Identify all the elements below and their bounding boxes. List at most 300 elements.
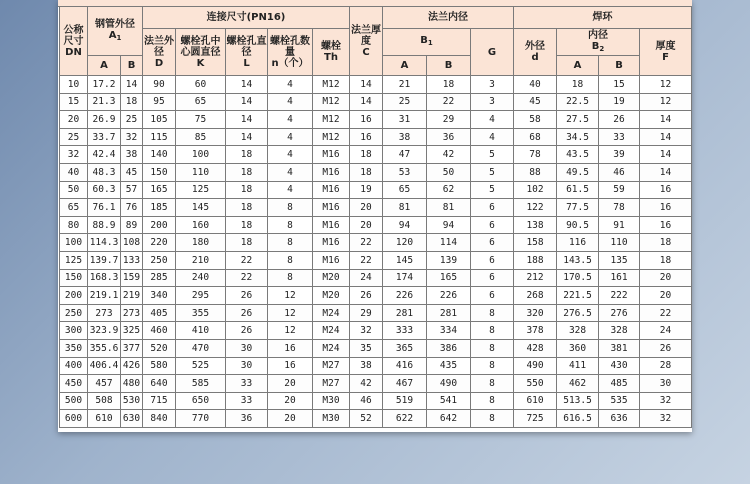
table-cell: 46 — [599, 163, 640, 181]
table-cell: 65 — [383, 181, 427, 199]
table-cell: 29 — [427, 111, 471, 129]
table-cell: 406.4 — [88, 357, 121, 375]
table-cell: M24 — [313, 339, 350, 357]
table-cell: 4 — [268, 146, 313, 164]
header-flange-id-sym: $B_1$ — [383, 29, 471, 56]
table-cell: 42 — [427, 146, 471, 164]
table-cell: 240 — [176, 269, 226, 287]
table-cell: 200 — [143, 216, 176, 234]
table-cell: 4 — [268, 181, 313, 199]
table-cell: 334 — [427, 322, 471, 340]
table-cell: M24 — [313, 322, 350, 340]
header-ring-od: 外径 d — [514, 29, 557, 76]
table-cell: 210 — [176, 251, 226, 269]
table-cell: 6 — [471, 287, 514, 305]
header-flange-id: 法兰内径 — [383, 7, 514, 29]
table-cell: 18 — [226, 181, 268, 199]
table-cell: 22 — [226, 269, 268, 287]
table-cell: 4 — [268, 111, 313, 129]
spec-sheet — [58, 0, 692, 432]
table-cell: 185 — [143, 199, 176, 217]
table-cell: 222 — [599, 287, 640, 305]
table-cell: 580 — [143, 357, 176, 375]
table-cell: 22 — [226, 251, 268, 269]
table-cell: 14 — [226, 76, 268, 94]
table-cell: 14 — [640, 146, 692, 164]
table-cell: 20 — [268, 410, 313, 428]
table-cell: 219 — [121, 287, 143, 305]
table-cell: 18 — [226, 216, 268, 234]
table-cell: 530 — [121, 392, 143, 410]
table-cell: 360 — [557, 339, 599, 357]
table-cell: 725 — [514, 410, 557, 428]
table-cell: 840 — [143, 410, 176, 428]
table-cell: M24 — [313, 304, 350, 322]
table-cell: 426 — [121, 357, 143, 375]
table-cell: 30 — [226, 339, 268, 357]
table-cell: 14 — [121, 76, 143, 94]
table-cell: 5 — [471, 181, 514, 199]
table-cell: 16 — [268, 339, 313, 357]
table-cell: 42.4 — [88, 146, 121, 164]
table-cell: 18 — [557, 76, 599, 94]
table-cell: 226 — [427, 287, 471, 305]
table-cell: 8 — [268, 234, 313, 252]
table-cell: 16 — [268, 357, 313, 375]
header-bolt-circle: 螺栓孔中心圆直径 K — [176, 29, 226, 76]
header-bolt-count: 螺栓孔数量 n（个） — [268, 29, 313, 76]
table-cell: 8 — [471, 339, 514, 357]
table-cell: 4 — [268, 93, 313, 111]
table-cell: 10 — [60, 76, 88, 94]
table-cell: 20 — [350, 199, 383, 217]
table-cell: 110 — [176, 163, 226, 181]
table-cell: M16 — [313, 163, 350, 181]
table-cell: 174 — [383, 269, 427, 287]
table-cell: 53 — [383, 163, 427, 181]
table-cell: 45 — [514, 93, 557, 111]
table-cell: 20 — [640, 269, 692, 287]
table-cell: M16 — [313, 199, 350, 217]
table-cell: 18 — [226, 199, 268, 217]
table-cell: M27 — [313, 375, 350, 393]
header-pipe-b: B — [121, 56, 143, 76]
table-cell: 31 — [383, 111, 427, 129]
table-cell: 4 — [471, 111, 514, 129]
table-cell: 16 — [640, 181, 692, 199]
table-cell: 16 — [350, 128, 383, 146]
table-cell: 8 — [268, 251, 313, 269]
table-cell: 250 — [143, 251, 176, 269]
table-cell: 18 — [350, 163, 383, 181]
table-cell: 411 — [557, 357, 599, 375]
flange-dimension-table — [59, 6, 692, 428]
table-cell: 76 — [121, 199, 143, 217]
table-cell: 100 — [60, 234, 88, 252]
table-cell: 25 — [60, 128, 88, 146]
table-cell: 58 — [514, 111, 557, 129]
header-ring-id-b: B — [599, 56, 640, 76]
table-cell: 114 — [427, 234, 471, 252]
table-cell: M12 — [313, 93, 350, 111]
table-cell: 14 — [226, 128, 268, 146]
table-cell: M20 — [313, 269, 350, 287]
table-cell: 770 — [176, 410, 226, 428]
table-cell: 102 — [514, 181, 557, 199]
table-cell: 480 — [121, 375, 143, 393]
table-cell: 125 — [60, 251, 88, 269]
table-cell: 18 — [640, 234, 692, 252]
table-cell: 19 — [350, 181, 383, 199]
table-cell: 57 — [121, 181, 143, 199]
table-cell: 8 — [268, 269, 313, 287]
table-cell: 3 — [471, 76, 514, 94]
table-cell: 378 — [514, 322, 557, 340]
table-cell: 320 — [514, 304, 557, 322]
table-cell: M16 — [313, 146, 350, 164]
table-cell: 20 — [640, 287, 692, 305]
table-row — [60, 181, 692, 199]
table-cell: 89 — [121, 216, 143, 234]
table-cell: 20 — [60, 111, 88, 129]
table-cell: 42 — [350, 375, 383, 393]
table-cell: 450 — [60, 375, 88, 393]
table-cell: 94 — [427, 216, 471, 234]
table-cell: 3 — [471, 93, 514, 111]
table-cell: M16 — [313, 216, 350, 234]
table-cell: 60 — [176, 76, 226, 94]
table-cell: 65 — [60, 199, 88, 217]
table-cell: 14 — [226, 111, 268, 129]
table-cell: 161 — [599, 269, 640, 287]
table-cell: 49.5 — [557, 163, 599, 181]
header-ring-id: 内径 $B_2$ — [557, 29, 640, 56]
table-cell: 36 — [427, 128, 471, 146]
table-cell: 26 — [599, 111, 640, 129]
table-cell: 50 — [427, 163, 471, 181]
table-cell: 8 — [268, 199, 313, 217]
table-cell: 105 — [143, 111, 176, 129]
table-cell: 8 — [471, 304, 514, 322]
table-cell: 273 — [121, 304, 143, 322]
table-cell: 76.1 — [88, 199, 121, 217]
table-cell: 32 — [350, 322, 383, 340]
table-cell: 24 — [640, 322, 692, 340]
table-cell: 16 — [640, 199, 692, 217]
table-cell: 32 — [60, 146, 88, 164]
table-cell: 457 — [88, 375, 121, 393]
table-row — [60, 76, 692, 94]
table-cell: 32 — [640, 392, 692, 410]
table-cell: 6 — [471, 234, 514, 252]
header-flange-id-a: A — [383, 56, 427, 76]
table-cell: 20 — [268, 392, 313, 410]
table-cell: 48.3 — [88, 163, 121, 181]
table-cell: 139.7 — [88, 251, 121, 269]
table-cell: 4 — [268, 128, 313, 146]
table-cell: 8 — [471, 375, 514, 393]
table-cell: 33 — [226, 392, 268, 410]
table-cell: 14 — [640, 128, 692, 146]
table-cell: 600 — [60, 410, 88, 428]
table-cell: 281 — [427, 304, 471, 322]
table-cell: 500 — [60, 392, 88, 410]
table-cell: 18 — [226, 163, 268, 181]
table-cell: 12 — [268, 304, 313, 322]
table-cell: 30 — [640, 375, 692, 393]
table-cell: 91 — [599, 216, 640, 234]
table-cell: 94 — [383, 216, 427, 234]
table-row — [60, 128, 692, 146]
table-cell: 19 — [599, 93, 640, 111]
table-cell: 4 — [268, 163, 313, 181]
table-cell: 513.5 — [557, 392, 599, 410]
table-cell: 715 — [143, 392, 176, 410]
table-cell: 525 — [176, 357, 226, 375]
table-row — [60, 322, 692, 340]
table-cell: 20 — [268, 375, 313, 393]
table-row — [60, 392, 692, 410]
table-cell: 165 — [143, 181, 176, 199]
header-g: G — [471, 29, 514, 76]
table-cell: 18 — [350, 146, 383, 164]
table-cell: 519 — [383, 392, 427, 410]
table-cell: 12 — [268, 322, 313, 340]
table-row — [60, 93, 692, 111]
table-cell: 642 — [427, 410, 471, 428]
table-cell: 125 — [176, 181, 226, 199]
table-cell: 52 — [350, 410, 383, 428]
table-cell: 410 — [176, 322, 226, 340]
table-cell: 381 — [599, 339, 640, 357]
table-cell: 88.9 — [88, 216, 121, 234]
table-cell: 33 — [599, 128, 640, 146]
table-cell: 585 — [176, 375, 226, 393]
table-cell: 285 — [143, 269, 176, 287]
table-cell: 221.5 — [557, 287, 599, 305]
table-cell: 22 — [427, 93, 471, 111]
table-cell: 6 — [471, 199, 514, 217]
table-cell: 18 — [427, 76, 471, 94]
header-ring-thickness: 厚度 F — [640, 29, 692, 76]
table-cell: 21.3 — [88, 93, 121, 111]
table-cell: 18 — [226, 234, 268, 252]
table-row — [60, 251, 692, 269]
table-cell: 115 — [143, 128, 176, 146]
table-cell: 5 — [471, 146, 514, 164]
table-cell: 35 — [350, 339, 383, 357]
table-cell: 323.9 — [88, 322, 121, 340]
table-cell: 24 — [350, 269, 383, 287]
table-cell: 490 — [514, 357, 557, 375]
table-cell: 12 — [640, 93, 692, 111]
table-cell: 81 — [383, 199, 427, 217]
table-cell: 100 — [176, 146, 226, 164]
table-cell: 108 — [121, 234, 143, 252]
header-connection: 连接尺寸(PN16) — [143, 7, 350, 29]
table-cell: 90 — [143, 76, 176, 94]
table-cell: 405 — [143, 304, 176, 322]
table-cell: 462 — [557, 375, 599, 393]
table-cell: 467 — [383, 375, 427, 393]
table-cell: 90.5 — [557, 216, 599, 234]
table-cell: 219.1 — [88, 287, 121, 305]
table-cell: M16 — [313, 234, 350, 252]
table-cell: 350 — [60, 339, 88, 357]
table-cell: 8 — [471, 357, 514, 375]
table-cell: 300 — [60, 322, 88, 340]
table-cell: 18 — [226, 146, 268, 164]
table-cell: 15 — [599, 76, 640, 94]
table-cell: 78 — [514, 146, 557, 164]
table-cell: 17.2 — [88, 76, 121, 94]
table-cell: 18 — [640, 251, 692, 269]
table-cell: M27 — [313, 357, 350, 375]
header-pipe-a: A — [88, 56, 121, 76]
table-cell: 400 — [60, 357, 88, 375]
table-cell: 386 — [427, 339, 471, 357]
table-cell: 22.5 — [557, 93, 599, 111]
table-cell: 88 — [514, 163, 557, 181]
table-cell: 8 — [471, 322, 514, 340]
table-cell: M12 — [313, 76, 350, 94]
table-cell: 114.3 — [88, 234, 121, 252]
table-row — [60, 234, 692, 252]
table-row — [60, 163, 692, 181]
table-cell: 77.5 — [557, 199, 599, 217]
table-cell: 8 — [471, 392, 514, 410]
table-cell: 45 — [121, 163, 143, 181]
table-cell: 168.3 — [88, 269, 121, 287]
table-cell: 145 — [383, 251, 427, 269]
table-cell: 26 — [350, 287, 383, 305]
table-row — [60, 339, 692, 357]
table-cell: 276.5 — [557, 304, 599, 322]
header-flange-id-b: B — [427, 56, 471, 76]
table-cell: 616.5 — [557, 410, 599, 428]
table-cell: 18 — [121, 93, 143, 111]
table-cell: 30 — [226, 357, 268, 375]
table-cell: 508 — [88, 392, 121, 410]
table-cell: 170.5 — [557, 269, 599, 287]
table-cell: M16 — [313, 251, 350, 269]
table-cell: 188 — [514, 251, 557, 269]
table-cell: 95 — [143, 93, 176, 111]
table-cell: 28 — [640, 357, 692, 375]
table-cell: 14 — [350, 76, 383, 94]
table-cell: 377 — [121, 339, 143, 357]
table-cell: 159 — [121, 269, 143, 287]
table-cell: 145 — [176, 199, 226, 217]
table-cell: 80 — [60, 216, 88, 234]
table-cell: 8 — [268, 216, 313, 234]
table-cell: 541 — [427, 392, 471, 410]
table-cell: 158 — [514, 234, 557, 252]
table-cell: 16 — [350, 111, 383, 129]
table-cell: 550 — [514, 375, 557, 393]
table-cell: 135 — [599, 251, 640, 269]
table-cell: 470 — [176, 339, 226, 357]
table-cell: 29 — [350, 304, 383, 322]
table-cell: M30 — [313, 392, 350, 410]
table-cell: 46 — [350, 392, 383, 410]
table-cell: 38 — [383, 128, 427, 146]
table-cell: 6 — [471, 216, 514, 234]
table-cell: 40 — [514, 76, 557, 94]
table-cell: 140 — [143, 146, 176, 164]
table-cell: 26 — [226, 322, 268, 340]
table-cell: 435 — [427, 357, 471, 375]
table-cell: 212 — [514, 269, 557, 287]
table-cell: 416 — [383, 357, 427, 375]
table-cell: 14 — [350, 93, 383, 111]
table-cell: 226 — [383, 287, 427, 305]
table-cell: 328 — [599, 322, 640, 340]
table-cell: 68 — [514, 128, 557, 146]
table-cell: 8 — [471, 410, 514, 428]
table-cell: 4 — [268, 76, 313, 94]
header-bolt: 螺栓 Th — [313, 29, 350, 76]
table-body — [60, 76, 692, 428]
table-cell: 62 — [427, 181, 471, 199]
table-cell: 15 — [60, 93, 88, 111]
table-cell: 650 — [176, 392, 226, 410]
table-cell: 139 — [427, 251, 471, 269]
table-cell: 460 — [143, 322, 176, 340]
table-row — [60, 216, 692, 234]
table-cell: 22 — [350, 234, 383, 252]
table-cell: 43.5 — [557, 146, 599, 164]
table-cell: 38 — [350, 357, 383, 375]
table-cell: 622 — [383, 410, 427, 428]
table-cell: 22 — [640, 304, 692, 322]
table-cell: 59 — [599, 181, 640, 199]
table-cell: 340 — [143, 287, 176, 305]
table-cell: 328 — [557, 322, 599, 340]
table-cell: 630 — [121, 410, 143, 428]
header-weld-ring: 焊环 — [514, 7, 692, 29]
table-row — [60, 287, 692, 305]
table-row — [60, 269, 692, 287]
table-cell: 26 — [640, 339, 692, 357]
table-cell: 428 — [514, 339, 557, 357]
table-cell: 610 — [514, 392, 557, 410]
header-flange-od: 法兰外径 D — [143, 29, 176, 76]
table-cell: 81 — [427, 199, 471, 217]
table-cell: 110 — [599, 234, 640, 252]
table-cell: 32 — [640, 410, 692, 428]
table-cell: 180 — [176, 234, 226, 252]
table-row — [60, 375, 692, 393]
table-cell: M12 — [313, 111, 350, 129]
table-cell: 273 — [88, 304, 121, 322]
table-cell: 116 — [557, 234, 599, 252]
header-bolt-hole: 螺栓孔直径 L — [226, 29, 268, 76]
table-cell: 78 — [599, 199, 640, 217]
table-cell: 138 — [514, 216, 557, 234]
table-cell: 165 — [427, 269, 471, 287]
table-cell: 333 — [383, 322, 427, 340]
table-cell: 14 — [640, 111, 692, 129]
table-cell: 250 — [60, 304, 88, 322]
table-cell: 39 — [599, 146, 640, 164]
table-cell: 26.9 — [88, 111, 121, 129]
header-flange-thickness: 法兰厚度 C — [350, 7, 383, 76]
table-cell: 160 — [176, 216, 226, 234]
table-cell: 85 — [176, 128, 226, 146]
table-cell: 27.5 — [557, 111, 599, 129]
table-cell: 535 — [599, 392, 640, 410]
